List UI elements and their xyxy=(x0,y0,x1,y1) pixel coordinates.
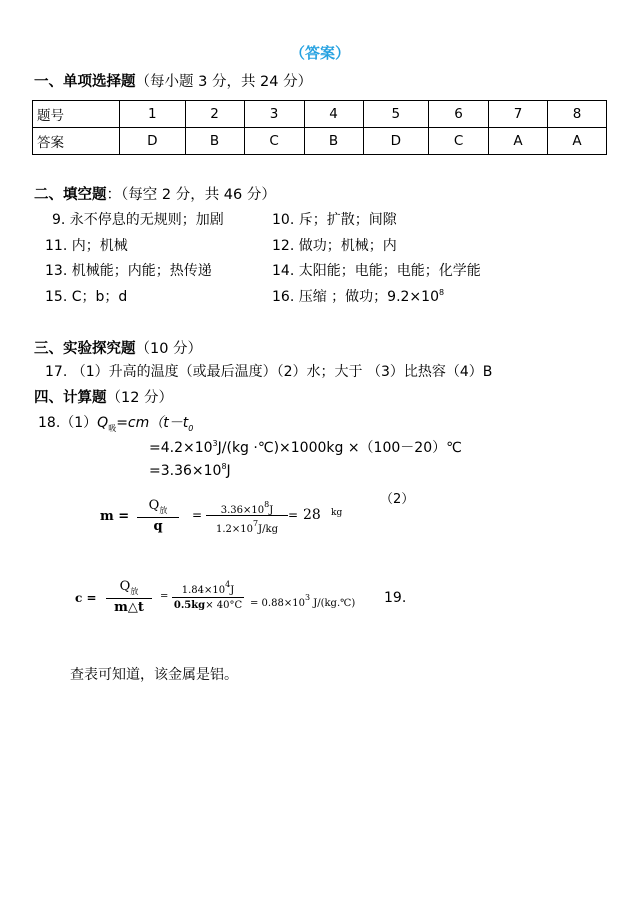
m-den2-unit: J/kg xyxy=(258,524,278,535)
m-fraction-line2 xyxy=(206,515,288,516)
q18-Q-sub: 吸 xyxy=(108,423,117,433)
list-item: 12. 做功；机械；内 xyxy=(272,238,397,254)
q18-prefix: 18.（1） xyxy=(38,415,98,431)
table-cell: 5 xyxy=(363,101,429,128)
m-den2-val: 1.2×10 xyxy=(216,524,254,535)
table-cell: 8 xyxy=(548,101,607,128)
section3-heading xyxy=(34,337,202,358)
c-equals: = xyxy=(160,591,169,602)
list-item xyxy=(272,286,444,306)
c-den2-b: × 40°C xyxy=(205,600,243,611)
q18-mark: （2） xyxy=(380,492,415,507)
q18-line1 xyxy=(38,412,193,434)
q18-eq1: =cm（t－t xyxy=(116,415,189,431)
m-numerator xyxy=(137,497,179,516)
page-title: （答案） xyxy=(289,44,350,62)
table-cell: B xyxy=(304,128,363,155)
m-denominator: q xyxy=(153,519,163,534)
list-item: 11. 内；机械 xyxy=(45,238,128,254)
c-lhs: c = xyxy=(75,591,97,605)
q18-line3-exp: 8 xyxy=(221,462,227,471)
m-unit: kg xyxy=(331,508,343,518)
q18-line2 xyxy=(149,437,462,457)
table-cell: 答案 xyxy=(33,128,120,155)
item16-exponent: 8 xyxy=(438,288,445,297)
q18-Q: Q xyxy=(97,415,109,431)
table-row xyxy=(33,101,607,128)
m-equals: = xyxy=(192,508,203,522)
q19-conclusion: 查表可知道，该金属是铝。 xyxy=(70,667,238,683)
list-item: 9. 永不停息的无规则；加剧 xyxy=(52,212,224,228)
c-result-exp: 3 xyxy=(304,593,311,602)
m-lhs: m = xyxy=(100,509,130,524)
table-row xyxy=(33,128,607,155)
table-cell: A xyxy=(489,128,548,155)
m-num-Q: Q xyxy=(148,498,160,513)
section1-heading-text: 一、单项选择题 xyxy=(34,74,136,90)
answer-table xyxy=(32,100,607,155)
q18-line3 xyxy=(149,462,231,479)
c-den2-a: 0.5kg xyxy=(173,600,206,611)
table-cell: 3 xyxy=(244,101,304,128)
m-fraction-line xyxy=(137,517,179,518)
table-cell: A xyxy=(548,128,607,155)
m-denominator2 xyxy=(206,519,288,535)
table-cell: C xyxy=(244,128,304,155)
section2-heading xyxy=(34,183,276,204)
list-item: 10. 斥；扩散；间隙 xyxy=(272,212,397,228)
q18-t0-sub: 0 xyxy=(188,423,194,433)
section2-heading-text: 二、填空题 xyxy=(34,187,107,203)
c-denominator2 xyxy=(172,600,244,611)
c-result-unit: J/(kg.℃) xyxy=(310,598,356,609)
list-item: 14. 太阳能；电能；电能；化学能 xyxy=(272,263,481,279)
c-fraction-line xyxy=(106,598,152,599)
m-den2-exp: 7 xyxy=(253,519,259,528)
table-cell: D xyxy=(363,128,429,155)
section3-heading-text: 三、实验探究题 xyxy=(34,341,136,357)
q17-answer: 17. （1）升高的温度（或最后温度）（2）水；大于 （3）比热容（4）B xyxy=(45,364,493,380)
section1-note: （每小题 3 分，共 24 分） xyxy=(135,74,313,90)
c-denominator: m△t xyxy=(114,600,144,615)
list-item: 13. 机械能；内能；热传递 xyxy=(45,263,212,279)
table-cell: 6 xyxy=(429,101,489,128)
c-fraction-line2 xyxy=(172,597,244,598)
section3-note: （10 分） xyxy=(135,341,203,357)
m-num2-exp: 8 xyxy=(264,500,270,509)
c-num-Q: Q xyxy=(119,579,131,594)
table-cell: C xyxy=(429,128,489,155)
table-cell: 7 xyxy=(489,101,548,128)
m-equals2: = xyxy=(288,508,299,522)
c-result-val: = 0.88×10 xyxy=(250,598,305,609)
m-num2-unit: J xyxy=(269,505,274,516)
q18-line3-a: =3.36×10 xyxy=(149,463,222,479)
q18-line2-exp: 3 xyxy=(212,439,218,448)
c-num2-val: 1.84×10 xyxy=(181,585,226,596)
table-cell: B xyxy=(185,128,244,155)
c-numerator2 xyxy=(172,580,244,596)
c-num-sub: 放 xyxy=(130,586,139,596)
m-num-sub: 放 xyxy=(159,505,168,515)
section4-heading-text: 四、计算题 xyxy=(34,390,107,406)
table-cell: 1 xyxy=(120,101,186,128)
item16-text: 16. 压缩 ；做功；9.2×10 xyxy=(272,289,439,305)
section4-note: （12 分） xyxy=(106,390,174,406)
table-cell: D xyxy=(120,128,186,155)
q18-line3-b: J xyxy=(226,463,231,479)
q19-label: 19. xyxy=(384,590,407,606)
q18-line2-a: =4.2×10 xyxy=(149,440,213,456)
m-numerator2 xyxy=(206,500,288,516)
section1-heading xyxy=(34,70,312,91)
q18-line2-b: J/(kg ·℃)×1000kg ×（100－20）℃ xyxy=(217,440,462,456)
m-result: 28 xyxy=(303,507,321,523)
table-cell: 4 xyxy=(304,101,363,128)
m-num2-val: 3.36×10 xyxy=(220,505,265,516)
c-numerator xyxy=(106,578,152,597)
c-num2-exp: 4 xyxy=(225,580,231,589)
list-item: 15. C；b；d xyxy=(45,289,128,305)
c-num2-unit: J xyxy=(230,585,235,596)
table-cell: 题号 xyxy=(33,101,120,128)
c-result xyxy=(250,593,355,609)
table-cell: 2 xyxy=(185,101,244,128)
section4-heading xyxy=(34,386,173,407)
section2-note: ：（每空 2 分，共 46 分） xyxy=(106,187,276,203)
